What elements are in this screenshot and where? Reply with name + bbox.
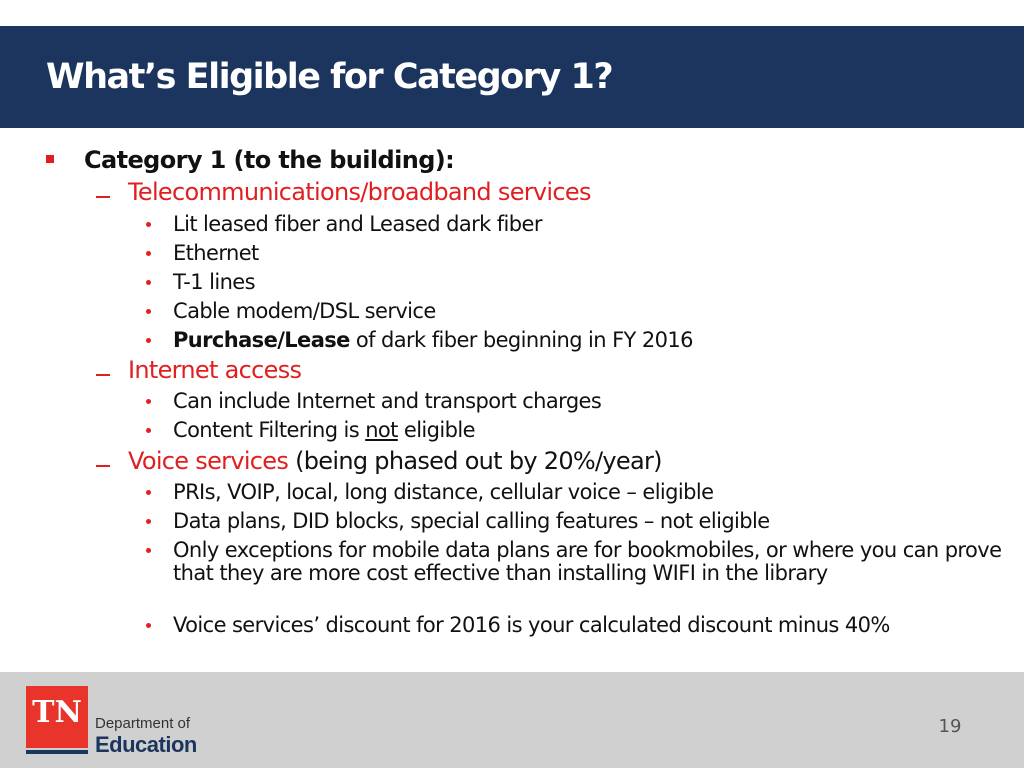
dot-bullet-icon <box>146 428 151 433</box>
logo-dept-text: Department of <box>95 715 191 732</box>
category-heading: Category 1 (to the building): <box>84 146 455 174</box>
voice-note: (being phased out by 20%/year) <box>288 447 662 475</box>
dot-bullet-icon <box>146 519 151 524</box>
voice-label-line <box>128 447 662 475</box>
tn-logo-mark: TN <box>32 695 82 730</box>
logo-education-text: Education <box>95 732 197 757</box>
list-item-filtering <box>173 419 475 442</box>
list-item: Data plans, DID blocks, special calling features – not eligible <box>173 509 770 533</box>
dot-bullet-icon <box>146 222 151 227</box>
dot-bullet-icon <box>146 399 151 404</box>
dash-bullet-icon <box>96 465 110 467</box>
filter-pre: Content Filtering is <box>173 418 366 442</box>
logo-underline <box>26 750 88 754</box>
dot-bullet-icon <box>146 623 151 628</box>
list-item: T-1 lines <box>173 270 255 294</box>
filter-not: not <box>365 418 398 442</box>
bullet-square-icon <box>46 155 54 163</box>
list-item: Only exceptions for mobile data plans are for bookmobiles, or where you can prove that they are more cost effective than installing WIFI in the library <box>173 538 1002 585</box>
internet-label: Internet access <box>128 356 302 384</box>
dot-bullet-icon <box>146 338 151 343</box>
list-item-purchase <box>173 329 693 352</box>
dash-bullet-icon <box>96 196 110 198</box>
dot-bullet-icon <box>146 548 151 553</box>
dot-bullet-icon <box>146 309 151 314</box>
dash-bullet-icon <box>96 374 110 376</box>
slide-title: What’s Eligible for Category 1? <box>46 57 613 97</box>
voice-label: Voice services <box>128 447 289 475</box>
dot-bullet-icon <box>146 280 151 285</box>
top-strip <box>0 0 1024 26</box>
page-number: 19 <box>938 716 962 737</box>
list-item: Cable modem/DSL service <box>173 299 436 323</box>
list-item: PRIs, VOIP, local, long distance, cellular voice – eligible <box>173 480 714 504</box>
filter-post: eligible <box>397 418 475 442</box>
list-item: Lit leased fiber and Leased dark fiber <box>173 212 542 236</box>
purchase-bold: Purchase/Lease <box>173 328 350 352</box>
dot-bullet-icon <box>146 490 151 495</box>
tn-logo <box>26 686 88 748</box>
purchase-rest: of dark fiber beginning in FY 2016 <box>349 328 693 352</box>
list-item: Can include Internet and transport charges <box>173 389 602 413</box>
list-item: Voice services’ discount for 2016 is your calculated discount minus 40% <box>173 613 890 637</box>
list-item: Ethernet <box>173 241 259 265</box>
dot-bullet-icon <box>146 251 151 256</box>
telecom-label: Telecommunications/broadband services <box>128 178 591 206</box>
